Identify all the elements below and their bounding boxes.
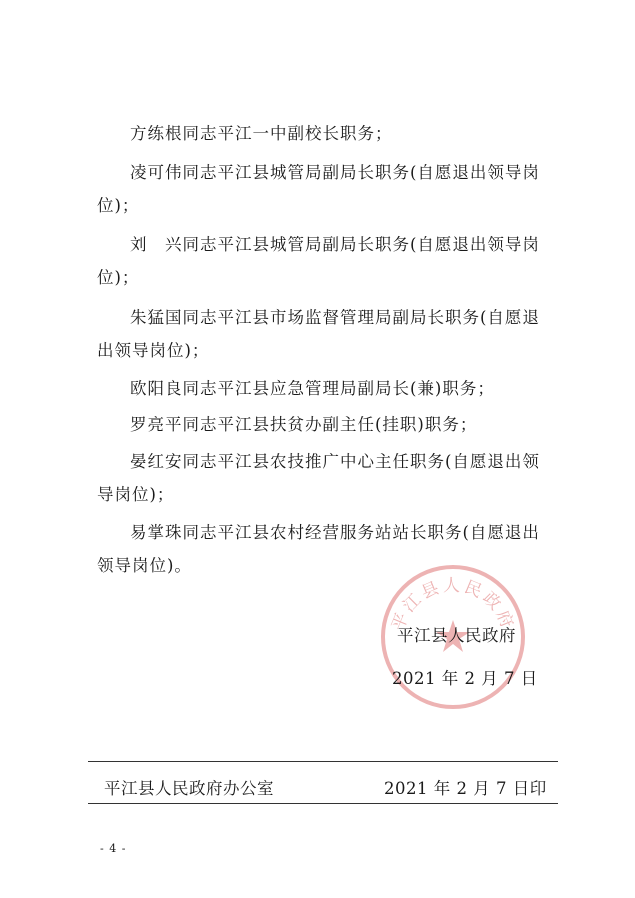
paragraph: 易掌珠同志平江县农村经营服务站站长职务(自愿退出领导岗位)。 (97, 523, 540, 575)
footer-top-rule (88, 761, 558, 762)
paragraph: 欧阳良同志平江县应急管理局副局长(兼)职务； (130, 379, 495, 398)
paragraph: 方练根同志平江一中副校长职务； (130, 124, 393, 143)
seal-text: 平江县人民政府 (388, 576, 518, 634)
footer-bottom-rule (88, 803, 558, 804)
paragraph: 凌可伟同志平江县城管局副局长职务(自愿退出领导岗位)； (97, 163, 540, 215)
paragraph: 朱猛国同志平江县市场监督管理局副局长职务(自愿退出领导岗位)； (97, 308, 540, 360)
paragraph: 罗亮平同志平江县扶贫办副主任(挂职)职务； (130, 415, 478, 434)
paragraph: 晏红安同志平江县农技推广中心主任职务(自愿退出领导岗位)； (97, 452, 540, 504)
footer-print-date: 2021 年 2 月 7 日印 (384, 779, 547, 798)
signature-date: 2021 年 2 月 7 日 (392, 669, 538, 688)
footer-office: 平江县人民政府办公室 (104, 779, 274, 798)
page-number: - 4 - (100, 842, 127, 855)
signature-org: 平江县人民政府 (397, 626, 516, 645)
paragraph: 刘 兴同志平江县城管局副局长职务(自愿退出领导岗位)； (97, 235, 540, 287)
